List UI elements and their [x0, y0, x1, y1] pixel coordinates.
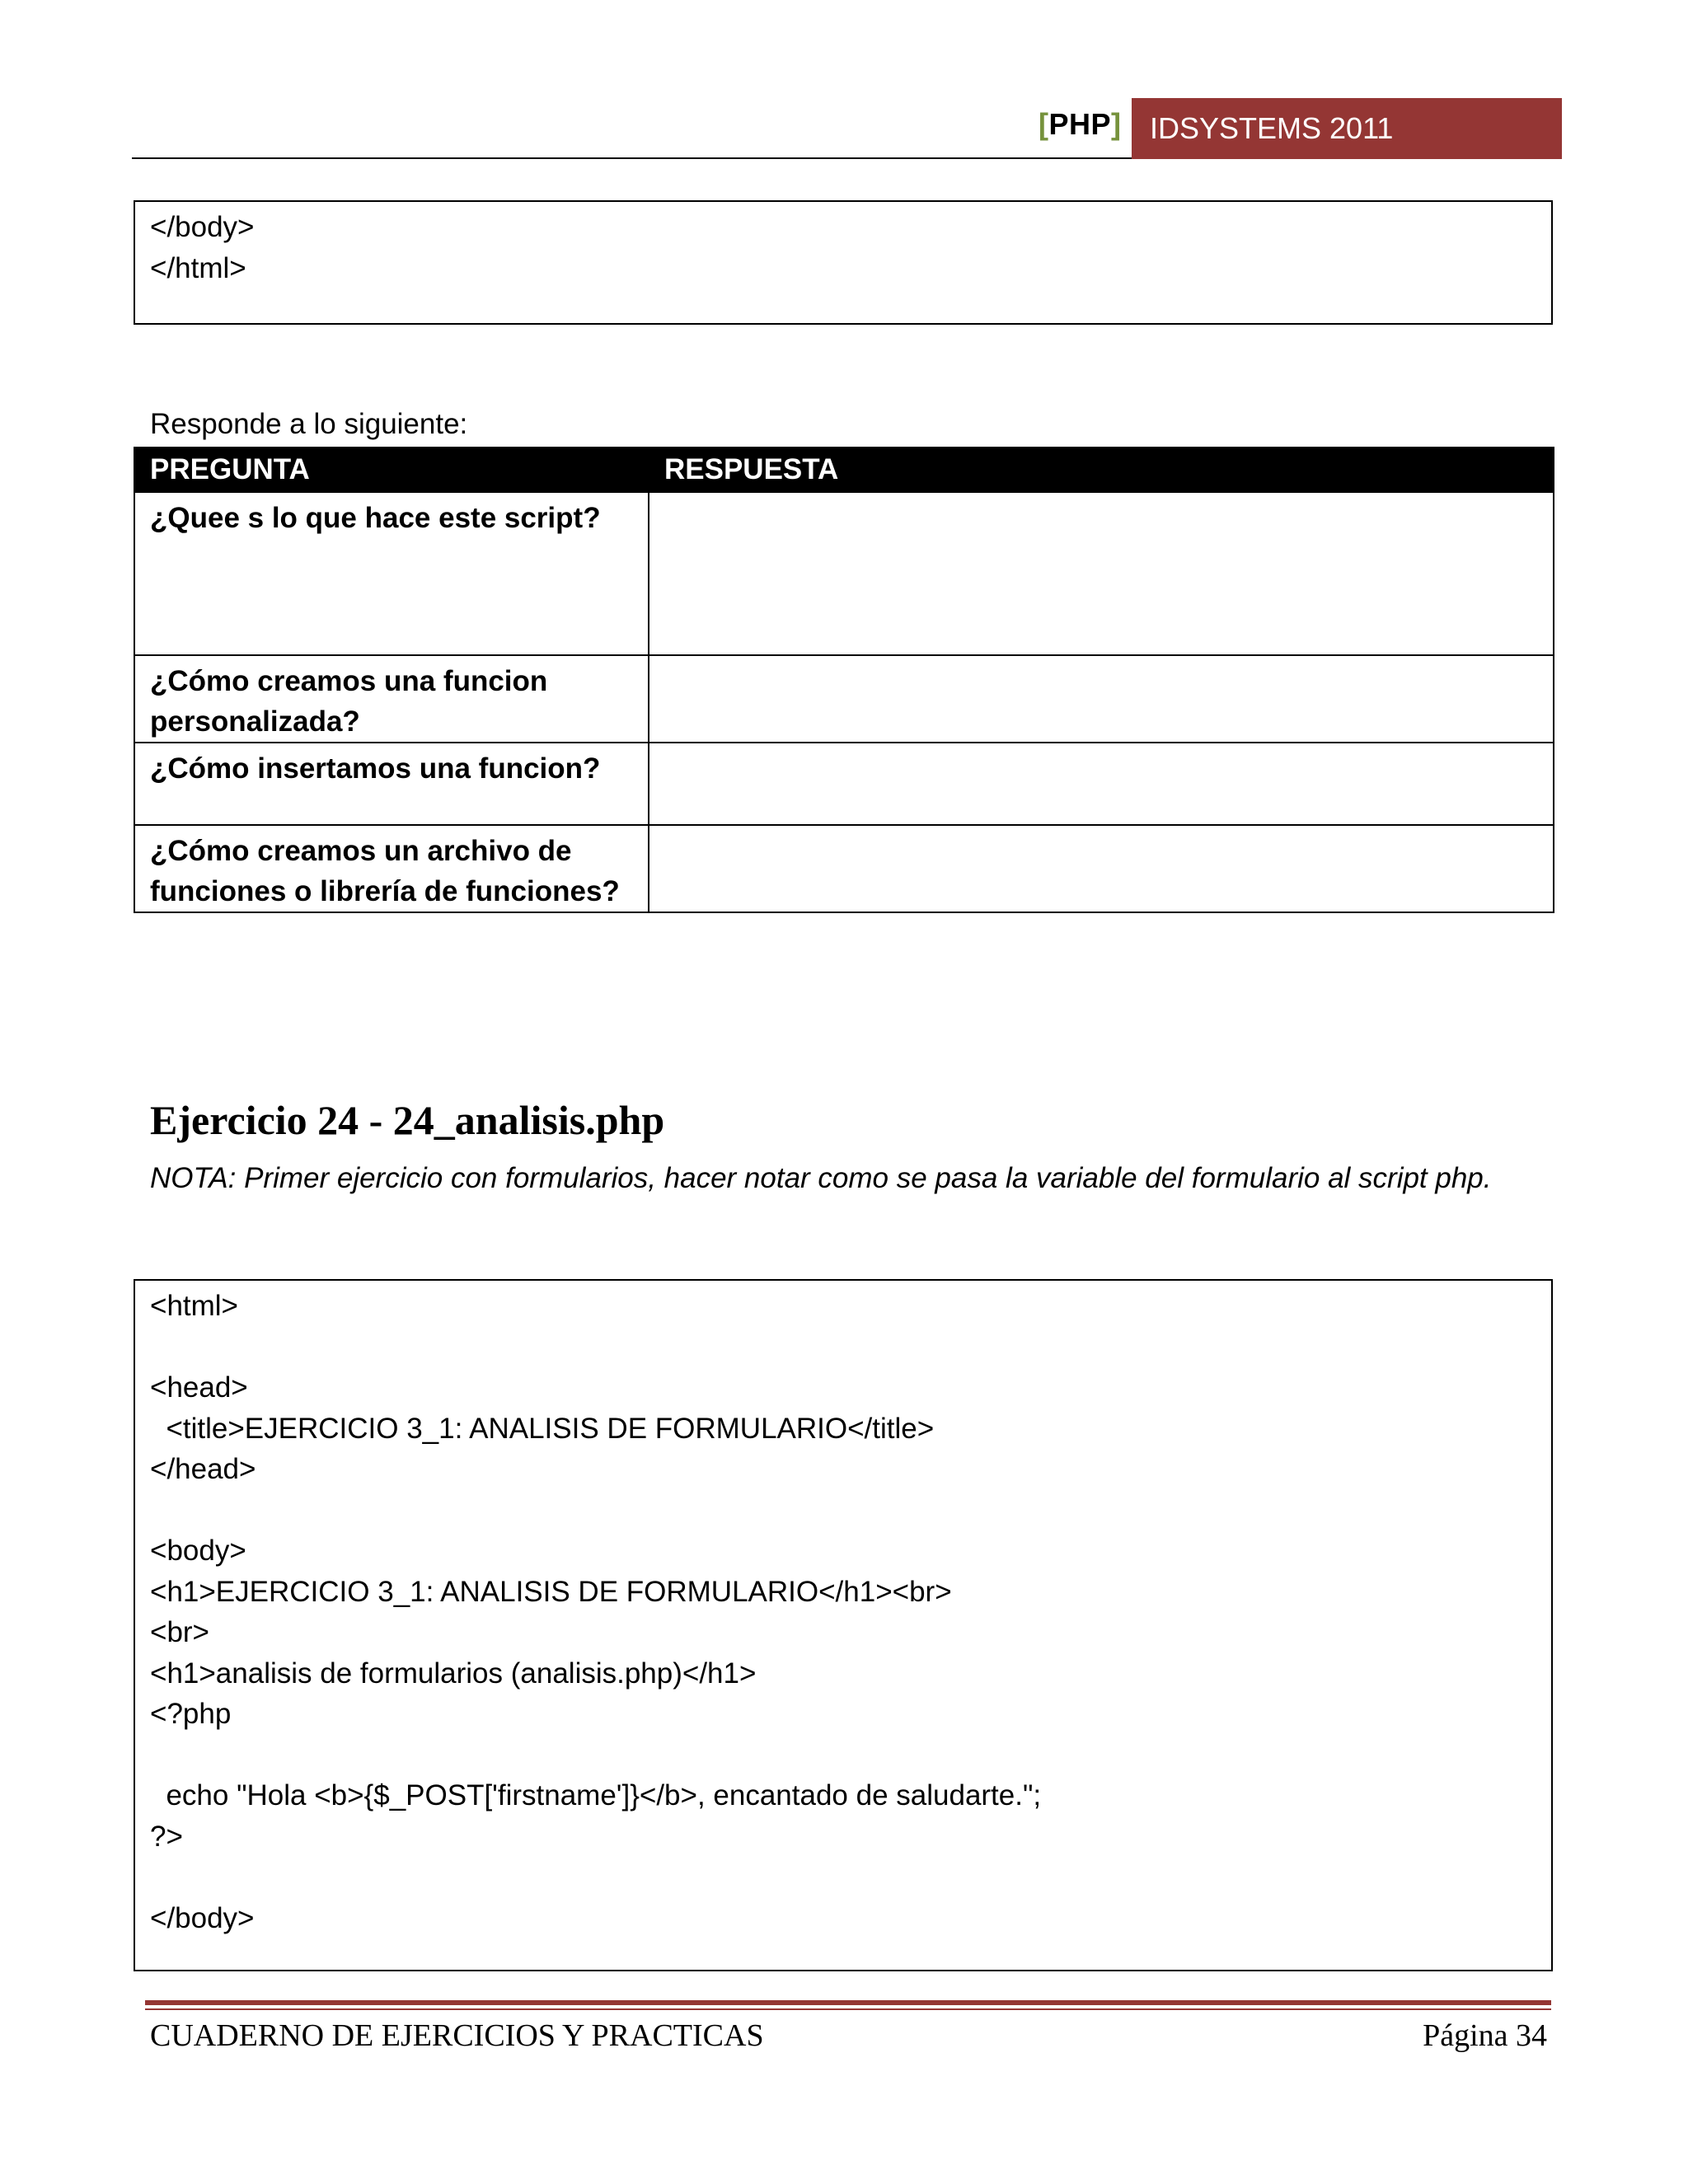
- code-box-analisis: [134, 1279, 1553, 1971]
- answer-cell[interactable]: [649, 825, 1554, 912]
- code-line: [150, 1490, 1551, 1531]
- bracket-close: ]: [1111, 107, 1122, 141]
- code-line: echo "Hola <b>{$_POST['firstname']}</b>, encantado de saludarte.";: [150, 1779, 1042, 1811]
- code-line: [150, 1327, 1551, 1368]
- code-line: <h1>EJERCICIO 3_1: ANALISIS DE FORMULARIO</h1><br>: [150, 1575, 952, 1608]
- code-line: [150, 1735, 1551, 1776]
- code-line: </html>: [150, 251, 246, 284]
- code-line: ?>: [150, 1820, 183, 1853]
- qa-header-question: PREGUNTA: [134, 448, 649, 492]
- exercise-note: NOTA: Primer ejercicio con formularios, hacer notar como se pasa la variable del formulario al script php.: [150, 1162, 1492, 1194]
- code-line: </body>: [150, 1901, 255, 1934]
- question-cell: ¿Cómo creamos un archivo de funciones o librería de funciones?: [134, 825, 649, 912]
- bracket-open: [: [1039, 107, 1049, 141]
- header-divider: [132, 157, 1132, 159]
- qa-header-row: [134, 448, 1554, 492]
- code-line: <html>: [150, 1290, 238, 1322]
- table-row: [134, 743, 1554, 825]
- qa-table: [134, 447, 1554, 913]
- answer-cell[interactable]: [649, 655, 1554, 743]
- question-cell: ¿Cómo insertamos una funcion?: [134, 743, 649, 825]
- question-cell: ¿Quee s lo que hace este script?: [134, 492, 649, 655]
- code-line: <body>: [150, 1535, 246, 1567]
- answer-cell[interactable]: [649, 743, 1554, 825]
- footer-divider-thick: [145, 2000, 1551, 2005]
- table-row: [134, 825, 1554, 912]
- qa-header-answer: RESPUESTA: [649, 448, 1554, 492]
- code-line: <head>: [150, 1371, 248, 1404]
- footer-title: CUADERNO DE EJERCICIOS Y PRACTICAS: [150, 2018, 764, 2053]
- header-tag: [1039, 107, 1122, 142]
- exercise-title: Ejercicio 24 - 24_analisis.php: [150, 1097, 665, 1143]
- code-line: </body>: [150, 211, 255, 243]
- code-line: <?php: [150, 1698, 232, 1730]
- code-line: [150, 1857, 1551, 1898]
- page-number: Página 34: [1423, 2018, 1547, 2053]
- answer-cell[interactable]: [649, 492, 1554, 655]
- qa-intro: Responde a lo siguiente:: [150, 408, 468, 440]
- code-line: <br>: [150, 1616, 209, 1648]
- code-line: <title>EJERCICIO 3_1: ANALISIS DE FORMULARIO</title>: [150, 1412, 935, 1445]
- footer-divider-thin: [145, 2008, 1551, 2010]
- table-row: [134, 655, 1554, 743]
- header-tag-label: PHP: [1048, 107, 1112, 141]
- header-badge: IDSYSTEMS 2011: [1132, 98, 1562, 159]
- code-box-continuation: [134, 200, 1553, 325]
- table-row: [134, 492, 1554, 655]
- code-line: <h1>analisis de formularios (analisis.php)</h1>: [150, 1657, 757, 1690]
- code-line: </head>: [150, 1453, 256, 1485]
- question-cell: ¿Cómo creamos una funcion personalizada?: [134, 655, 649, 743]
